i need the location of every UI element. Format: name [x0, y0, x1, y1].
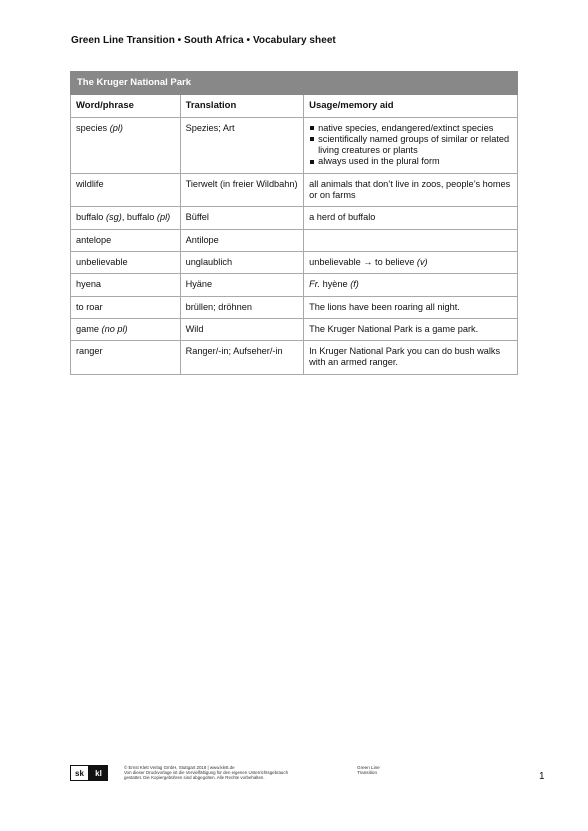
word-cell: ranger	[71, 341, 181, 375]
logo-mark-right: kl	[89, 765, 108, 781]
copyright-line: © Ernst Klett Verlag GmbH, Stuttgart 2018 | www.klett.de	[124, 765, 235, 770]
translation-cell: Wild	[180, 318, 304, 340]
table-section-header	[71, 72, 518, 95]
column-header-word: Word/phrase	[71, 95, 181, 117]
word-cell	[71, 207, 181, 229]
grammar-note: (v)	[416, 256, 428, 267]
page-title: Green Line Transition • South Africa • Vocabulary sheet	[71, 35, 336, 46]
table-row	[71, 117, 518, 173]
usage-cell	[304, 251, 518, 273]
table-row	[71, 296, 518, 318]
table-row	[71, 251, 518, 273]
word-text: game	[76, 323, 99, 334]
translation-cell: brüllen; dröhnen	[180, 296, 304, 318]
word-cell: antelope	[71, 229, 181, 251]
word-cell	[71, 117, 181, 173]
table-row	[71, 274, 518, 296]
logo-mark-left: sk	[70, 765, 89, 781]
word-text: buffalo	[76, 212, 104, 223]
word-text: species	[76, 122, 108, 133]
usage-bullet: always used in the plural form	[309, 156, 512, 167]
word-cell	[71, 318, 181, 340]
usage-cell: In Kruger National Park you can do bush walks with an armed ranger.	[304, 341, 518, 375]
table-row	[71, 229, 518, 251]
usage-bullet-list	[309, 123, 512, 168]
series-name	[357, 765, 380, 775]
usage-text: unbelievable → to believe	[309, 256, 415, 267]
column-header-usage: Usage/memory aid	[304, 95, 518, 117]
language-note: Fr.	[309, 279, 321, 290]
translation-cell: Tierwelt (in freier Wildbahn)	[180, 173, 304, 207]
grammar-note: (sg)	[105, 212, 122, 223]
page-number: 1	[539, 771, 545, 782]
table-row	[71, 207, 518, 229]
usage-cell	[304, 229, 518, 251]
section-title: The Kruger National Park	[71, 72, 518, 95]
usage-bullet: scientifically named groups of similar or related living creatures or plants	[309, 134, 512, 157]
translation-cell: unglaublich	[180, 251, 304, 273]
grammar-note: (pl)	[156, 212, 171, 223]
usage-cell: a herd of buffalo	[304, 207, 518, 229]
grammar-note: (no pl)	[101, 323, 128, 334]
usage-cell: The lions have been roaring all night.	[304, 296, 518, 318]
copyright-line: Von dieser Druckvorlage ist die Vervielfältigung für den eigenen Unterrichtsgebrauch	[124, 770, 289, 776]
translation-cell: Hyäne	[180, 274, 304, 296]
table-row	[71, 318, 518, 340]
grammar-note: (pl)	[109, 122, 123, 133]
word-cell: to roar	[71, 296, 181, 318]
grammar-note: (f)	[350, 279, 359, 290]
translation-cell: Antilope	[180, 229, 304, 251]
translation-cell: Spezies; Art	[180, 117, 304, 173]
table-row	[71, 173, 518, 207]
copyright-line: gestattet. Die Kopiergebühren sind abgegolten. Alle Rechte vorbehalten.	[124, 775, 265, 781]
translation-cell: Büffel	[180, 207, 304, 229]
table-row	[71, 341, 518, 375]
usage-bullet: native species, endangered/extinct species	[309, 123, 512, 134]
table-header-row	[71, 95, 518, 117]
usage-text: hyène	[322, 279, 348, 290]
usage-cell	[304, 274, 518, 296]
word-cell: wildlife	[71, 173, 181, 207]
series-line: Green Line	[357, 765, 380, 770]
usage-cell: The Kruger National Park is a game park.	[304, 318, 518, 340]
usage-cell	[304, 117, 518, 173]
usage-cell: all animals that don’t live in zoos, people’s homes or on farms	[304, 173, 518, 207]
series-line: Transition	[357, 770, 377, 776]
publisher-logo	[70, 765, 108, 781]
word-text: , buffalo	[121, 212, 155, 223]
column-header-translation: Translation	[180, 95, 304, 117]
copyright-notice	[124, 765, 344, 781]
vocabulary-table	[70, 71, 518, 375]
translation-cell: Ranger/-in; Aufseher/-in	[180, 341, 304, 375]
word-cell: unbelievable	[71, 251, 181, 273]
word-cell: hyena	[71, 274, 181, 296]
